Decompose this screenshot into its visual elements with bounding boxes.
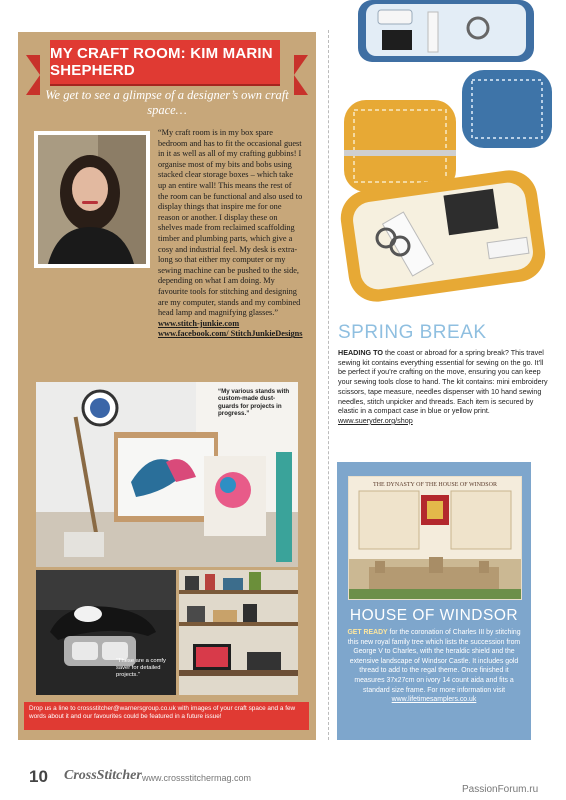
- stands-photo-caption: “My various stands with custom-made dust-guards for projects in progress.”: [218, 388, 290, 418]
- travel-sewing-kit-photo: [338, 0, 556, 318]
- magazine-url: www.crossstitchermag.com: [142, 773, 252, 783]
- windsor-text: for the coronation of Charles III by stitching this new royal family tree which lists the succession from George V to Charles, with the heraldic shield and the extensive landscape of Windsor Castle. It includes gold thread to add to the regal theme. Once finished it measures 37x27cm on ivory 14 count aida and fits a standard size frame. For more information visit: [347, 629, 521, 694]
- desk-shelves-photo: [179, 570, 298, 695]
- designer-quote: [158, 128, 303, 340]
- watermark: PassionForum.ru: [462, 784, 539, 795]
- windsor-lead: GET READY: [347, 629, 388, 636]
- windsor-sampler-photo: [348, 476, 522, 600]
- craft-room-banner-title: MY CRAFT ROOM: KIM MARIN SHEPHERD: [50, 40, 280, 84]
- page-number: 10: [29, 767, 48, 786]
- lamp-photo-caption: “These are a comfy saver for detailed projects.”: [116, 658, 166, 678]
- stitch-junkie-link[interactable]: www.stitch-junkie.com: [158, 318, 240, 328]
- spring-break-body: [338, 348, 552, 426]
- magazine-name: CrossStitcher: [64, 768, 142, 783]
- spring-break-lead: HEADING TO: [338, 348, 383, 357]
- quote-text: “My craft room is in my box spare bedroom and has to fit the occasional guest in it as well as all of my crafting gubbins! I organise most of my bits and bobs using stacked clear storage boxes – which take up an entire wall! This means the rest of the room can be functional and also used to display things that inspire me for one reason or another. I display these on shelves made from reclaimed scaffolding timber and plumbing parts, which give a cosy and industrial feel. My desk is extra-long so that either my computer or my sewing machine can be pushed to the side, depending on what I am doing. My favourite tools for stitching and designing are my computer, stands and my combined head lamp and magnifying glasses.”: [158, 128, 303, 318]
- column-divider: [328, 30, 329, 740]
- house-of-windsor-title: HOUSE OF WINDSOR: [349, 607, 519, 624]
- submit-craft-space-callout: Drop us a line to crossstitcher@warnersgroup.co.uk with images of your craft space and a few words about it and our favourites could be featured in a future issue!: [24, 702, 309, 730]
- designer-portrait-photo: [34, 131, 150, 268]
- sueryder-shop-link[interactable]: www.sueryder.org/shop: [338, 415, 413, 425]
- lifetime-samplers-link[interactable]: www.lifetimesamplers.co.uk: [391, 696, 477, 704]
- spring-break-text: the coast or abroad for a spring break? This travel sewing kit contains everything essential for sewing on the go. It’ll be perfect if you’re crafting on the move, ensuring you can keep your sewing tools close to hand. The kit contains: mini embroidery scissors, tape measure, needles dispenser with 10 hand sewing needles, stitch unpicker and threads. Each item is secured by elastic in a compact case in blue or yellow print.: [338, 348, 548, 416]
- facebook-link[interactable]: www.facebook.com/ StitchJunkieDesigns: [158, 329, 303, 339]
- craft-room-subtitle: We get to see a glimpse of a designer’s own craft space…: [45, 88, 289, 117]
- house-of-windsor-body: [346, 628, 522, 705]
- spring-break-title: SPRING BREAK: [338, 322, 487, 343]
- sampler-heading: THE DYNASTY OF THE HOUSE OF WINDSOR: [373, 482, 497, 488]
